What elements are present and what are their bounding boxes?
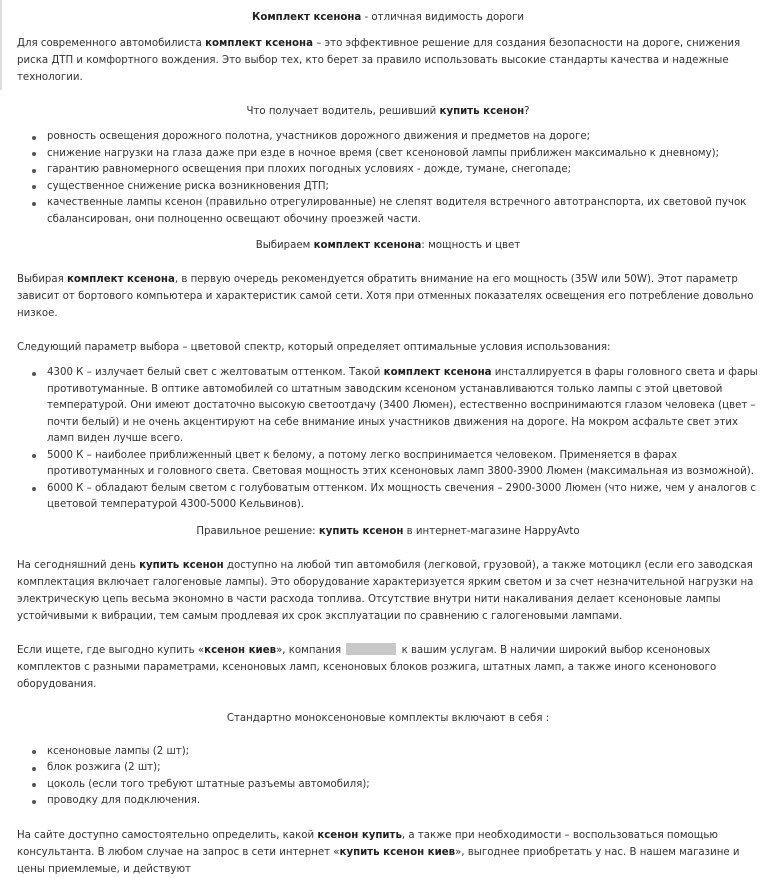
list-item: ровность освещения дорожного полотна, участников дорожного движения и предметов на дороге; xyxy=(17,129,759,146)
article xyxy=(17,0,759,878)
shop-heading: Правильное решение: купить ксенон в интернет-магазине HappyAvto xyxy=(196,525,580,537)
list-item: 5000 К – наиболее приближенный цвет к белому, а потому легко воспринимается человеком. Применяется в фарах противотуманных и головного света. Световая мощность этих ксеноновых ламп 3800-3900 Люмен (максимальная из возможной). xyxy=(17,448,759,481)
list-item: 6000 К – обладают белым светом с голубоватым оттенком. Их мощность свечения – 2900-3000 Люмен (что ниже, чем у аналогов с цветовой температурой 4300-5000 Кельвинов). xyxy=(17,481,759,514)
benefits-list xyxy=(17,129,759,228)
standard-heading: Стандартно моноксеноновые комплекты включают в себя : xyxy=(226,712,550,724)
list-item: блок розжига (2 шт); xyxy=(17,760,759,777)
spectrum-intro: Следующий параметр выбора – цветовой спектр, который определяет оптимальные условия использования: xyxy=(17,342,611,353)
list-item: существенное снижение риска возникновения ДТП; xyxy=(17,179,759,196)
article-title: Комплект ксенона - отличная видимость дороги xyxy=(252,12,524,23)
spectrum-list xyxy=(17,365,759,514)
list-item: 4300 К – излучает белый свет с желтоватым оттенком. Такой комплект ксенона инсталлируется в фары головного света и фары противотуманные. В оптике автомобилей со штатным заводским ксеноном устанавливаются только лампы с этой цветовой температурой. Они имеют достаточно высокую светоотдачу (3400 Люмен), естественно воспринимаются глазом человека (цвет – почти белый) и не очень акцентируют на себе внимание иных участников движения на дороге. На мокром асфальте свет этих ламп виден лучше всего. xyxy=(17,365,759,448)
list-item: ксеноновые лампы (2 шт); xyxy=(17,744,759,761)
benefits-heading: Что получает водитель, решивший купить ксенон? xyxy=(246,106,530,117)
list-item: проводку для подключения. xyxy=(17,793,759,810)
list-item: цоколь (если того требуют штатные разъемы автомобиля); xyxy=(17,777,759,794)
intro-paragraph: Для современного автомобилиста комплект ксенона – это эффективное решение для создания безопасности на дороге, снижения риска ДТП и комфортного вождения. Это выбор тех, кто берет за правило использовать высокие стандарты качества и надежные технологии. xyxy=(17,38,741,83)
today-paragraph: На сегодняшний день купить ксенон доступно на любой тип автомобиля (легковой, грузовой), а также мотоцикл (если его заводская комплектация включает галогеновые лампы). Это оборудование характеризуется ярким светом и за счет незначительной нагрузки на электрическую цепь весьма экономно в части расхода топлива. Отсутствие внутри нити накаливания делает ксеноновые лампы устойчивыми к вибрации, тем самым продлевая их срок эксплуатации по сравнению с галогеновыми лампами. xyxy=(17,559,754,622)
kit-list xyxy=(17,744,759,810)
choose-heading: Выбираем комплект ксенона: мощность и цвет xyxy=(255,240,521,251)
final-paragraph: На сайте доступно самостоятельно определить, какой ксенон купить, а также при необходимости – воспользоваться помощью консультанта. В любом случае на запрос в сети интернет «купить ксенон киев», выгоднее приобретать у нас. В нашем магазине и цены приемлемые, и действуют xyxy=(17,829,740,875)
kiev-paragraph: Если ищете, где выгодно купить «ксенон киев», компания к вашим услугам. В наличии широкий выбор ксеноновых комплектов с разными параметрами, ксеноновых ламп, ксеноновых блоков розжига, штатных ламп, а также иного ксенонового оборудования. xyxy=(17,644,717,690)
list-item: снижение нагрузки на глаза даже при езде в ночное время (свет ксеноновой лампы приближен максимально к дневному); xyxy=(17,146,759,163)
list-item: качественные лампы ксенон (правильно отрегулированные) не слепят водителя встречного автотранспорта, их световой пучок сбалансирован, они полноценно освещают обочину проезжей части. xyxy=(17,195,759,228)
left-edge-divider xyxy=(0,0,2,90)
power-paragraph: Выбирая комплект ксенона, в первую очередь рекомендуется обратить внимание на его мощность (35W или 50W). Этот параметр зависит от бортового компьютера и характеристик самой сети. Хотя при отменных показателях освещения его потребление довольно низкое. xyxy=(17,274,754,319)
list-item: гарантию равномерного освещения при плохих погодных условиях - дожде, тумане, снегопаде; xyxy=(17,162,759,179)
redacted-company-name xyxy=(346,643,396,655)
